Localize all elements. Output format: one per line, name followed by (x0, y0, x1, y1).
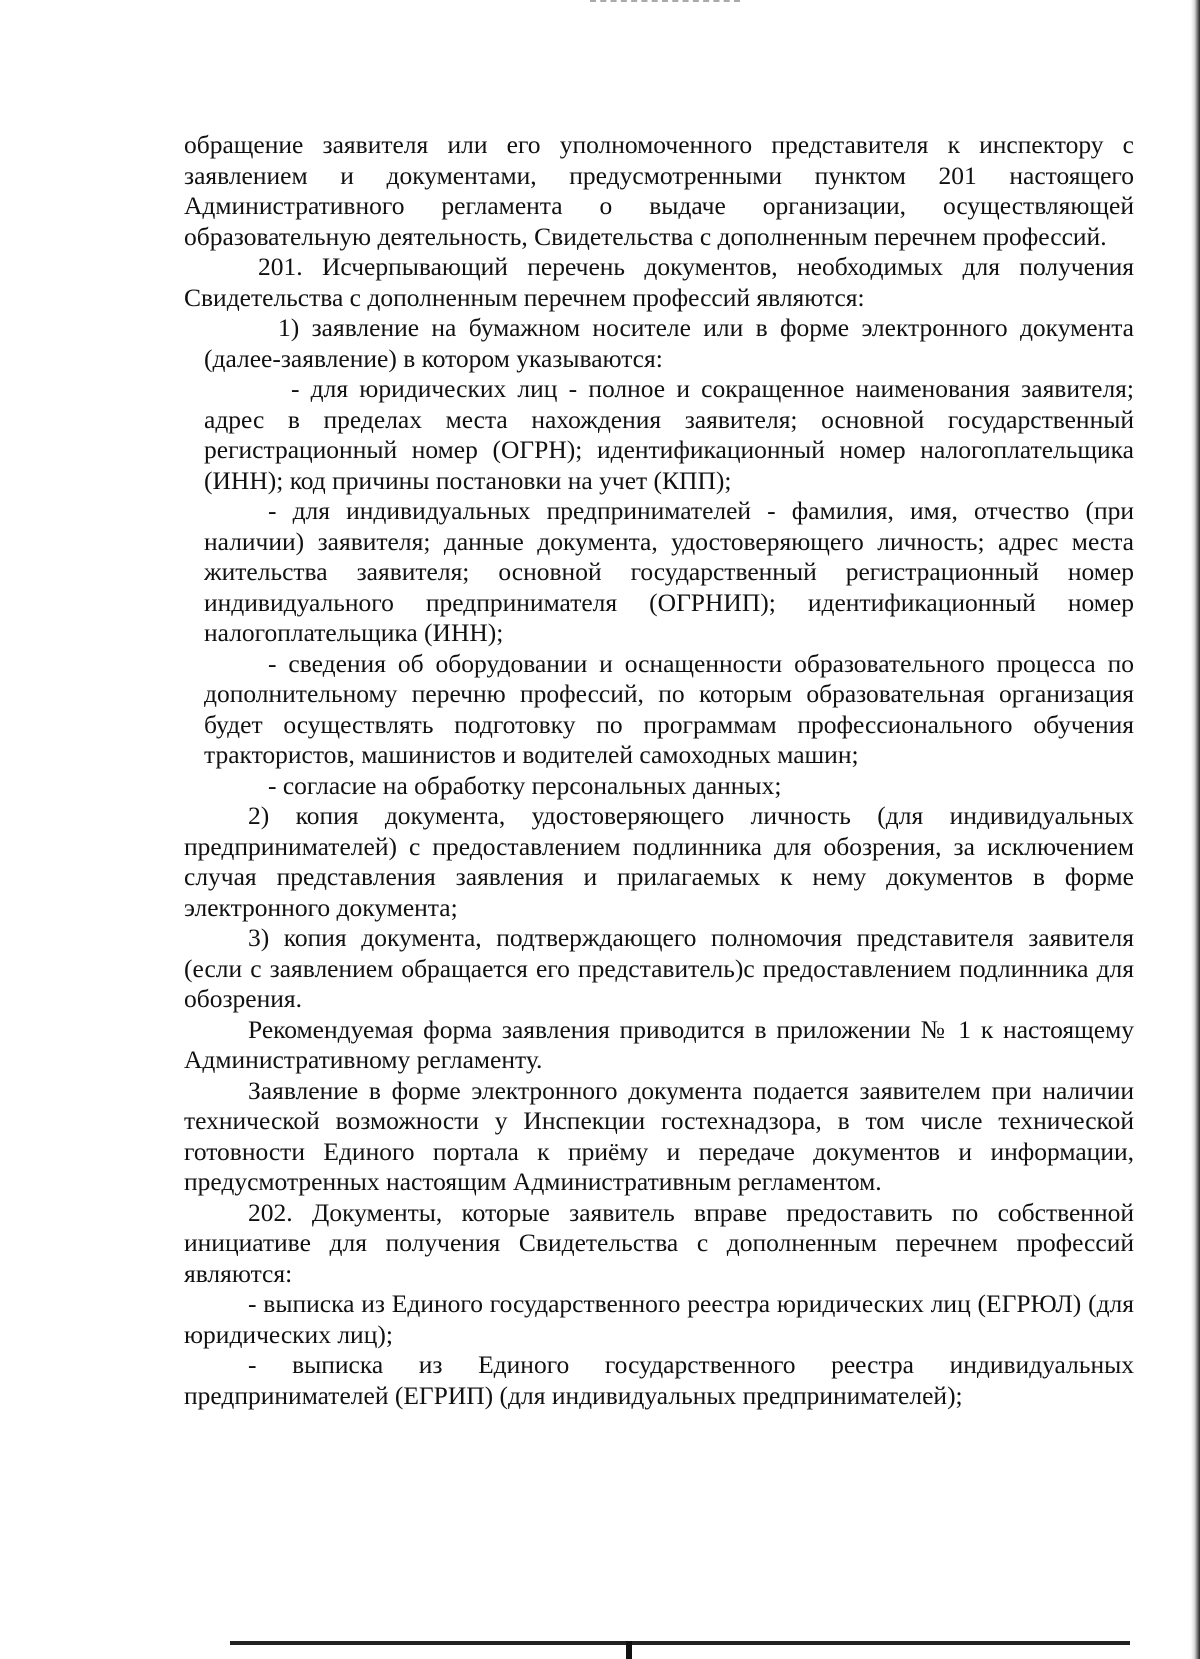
list-item-3: 3) копия документа, подтверждающего полномочия представителя заявителя (если с заявлением обращается его представитель)с предоставлением подлинника для обозрения. (184, 923, 1134, 1013)
paragraph-intro: обращение заявителя или его уполномоченного представителя к инспектору с заявлением и документами, предусмотренными пунктом 201 настоящего Административного регламента о выдаче организации, осуществляющей образовательную деятельность, Свидетельства с дополненным перечнем профессий. (184, 130, 1134, 251)
list-item-2: 2) копия документа, удостоверяющего личность (для индивидуальных предпринимателей) с предоставлением подлинника для обозрения, за исключением случая представления заявления и прилагаемых к нему документов в форме электронного документа; (184, 801, 1134, 922)
paragraph-202: 202. Документы, которые заявитель вправе предоставить по собственной инициативе для получения Свидетельства с дополненным перечнем профессий являются: (184, 1197, 1134, 1288)
scan-edge-right (1191, 0, 1200, 1659)
scan-artifact-top (590, 0, 740, 6)
list-item-1: 1) заявление на бумажном носителе или в форме электронного документа (далее-заявление) в котором указываются: (204, 313, 1134, 373)
paragraph-electronic-application: Заявление в форме электронного документа подается заявителем при наличии технической возможности у Инспекции гостехнадзора, в том числе технической готовности Единого портала к приёму и передаче документов и информации, предусмотренных настоящим Административным регламентом. (184, 1075, 1134, 1196)
list-item-legal-entities: - для юридических лиц - полное и сокращенное наименования заявителя; адрес в пределах места нахождения заявителя; основной государственный регистрационный номер (ОГРН); идентификационный номер налогоплательщика (ИНН); код причины постановки на учет (КПП); (204, 374, 1134, 495)
paragraph-201: 201. Исчерпывающий перечень документов, необходимых для получения Свидетельства с дополненным перечнем профессий являются: (184, 252, 1134, 312)
list-item-egrip: - выписка из Единого государственного реестра индивидуальных предпринимателей (ЕГРИП) (для индивидуальных предпринимателей); (184, 1350, 1134, 1410)
list-item-entrepreneurs: - для индивидуальных предпринимателей - фамилия, имя, отчество (при наличии) заявителя; данные документа, удостоверяющего личность; адрес места жительства заявителя; основной государственный регистрационный номер индивидуального предпринимателя (ОГРНИП); идентификационный номер налогоплательщика (ИНН); (204, 496, 1134, 647)
scan-edge-bottom (230, 1641, 1130, 1645)
list-item-consent: - согласие на обработку персональных данных; (268, 770, 782, 800)
scan-notch (626, 1641, 632, 1659)
list-item-egrul: - выписка из Единого государственного реестра юридических лиц (ЕГРЮЛ) (для юридических лиц); (184, 1289, 1134, 1349)
document-page (184, 130, 1134, 1411)
paragraph-recommended-form: Рекомендуемая форма заявления приводится в приложении № 1 к настоящему Административному регламенту. (184, 1014, 1134, 1074)
list-item-equipment: - сведения об оборудовании и оснащенности образовательного процесса по дополнительному перечню профессий, по которым образовательная организация будет осуществлять подготовку по программам профессионального обучения трактористов, машинистов и водителей самоходных машин; (204, 648, 1134, 769)
